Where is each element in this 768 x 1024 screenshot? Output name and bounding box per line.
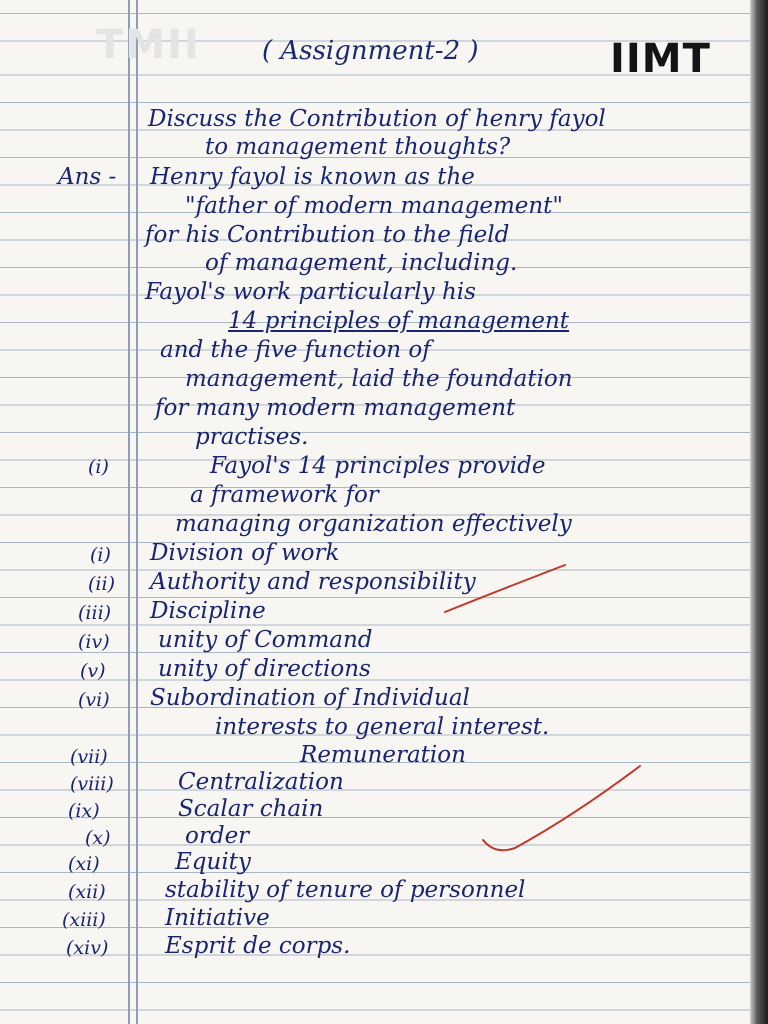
principle-number: (x) [85,827,111,849]
principle-text: Authority and responsibility [150,569,476,595]
answer-line: "father of modern management" [185,193,563,219]
intro-line: a framework for [190,482,379,508]
question-line-2: to management thoughts? [205,134,511,160]
principle-text: unity of directions [158,656,371,682]
principle-number: (ix) [68,800,100,822]
assignment-heading: ( Assignment-2 ) [262,36,479,66]
answer-line: 14 principles of management [228,308,570,334]
principle-text: Remuneration [300,742,466,768]
principle-text: unity of Command [158,627,373,653]
answer-line: management, laid the foundation [185,366,573,392]
intro-marker: (i) [88,456,109,478]
answer-line: for his Contribution to the field [145,222,510,248]
page-edge [750,0,768,1024]
answer-line: practises. [195,424,309,450]
principle-text: Division of work [150,540,340,566]
teacher-tick-mark [440,560,570,620]
margin-line [136,0,138,1024]
principle-text: order [185,823,250,849]
principle-number: (iv) [78,631,110,653]
answer-line: Fayol's work particularly his [145,279,476,305]
principle-text: Equity [175,849,251,875]
intro-line: Fayol's 14 principles provide [210,453,546,479]
answer-line: of management, including. [205,250,518,276]
principle-text: Discipline [150,598,266,624]
principle-text: Esprit de corps. [165,933,351,959]
principle-text: Initiative [165,905,270,931]
answer-label: Ans - [58,164,117,190]
principle-number: (iii) [78,602,112,624]
answer-line: Henry fayol is known as the [150,164,475,190]
answer-line: for many modern management [155,395,516,421]
principle-number: (v) [80,660,106,682]
principle-number: (xiii) [62,909,106,931]
teacher-tick-mark [475,760,645,860]
principle-text: stability of tenure of personnel [165,877,526,903]
principle-number: (xiv) [66,937,109,959]
principle-text: Scalar chain [178,796,324,822]
principle-text: Centralization [178,769,344,795]
margin-line [128,0,130,1024]
brand-logo-text: IIMT [610,36,711,82]
answer-line: and the five function of [160,337,431,363]
principle-number: (vi) [78,689,110,711]
principle-number: (vii) [70,746,108,768]
question-line-1: Discuss the Contribution of henry fayol [148,106,606,132]
principle-number: (xi) [68,853,100,875]
principle-number: (ii) [88,573,115,595]
principle-text: Subordination of Individual [150,685,470,711]
principle-text: interests to general interest. [215,714,550,740]
principle-number: (viii) [70,773,114,795]
intro-line: managing organization effectively [175,511,572,537]
principle-number: (i) [90,544,111,566]
watermark: TMII [96,22,201,68]
principle-number: (xii) [68,881,106,903]
